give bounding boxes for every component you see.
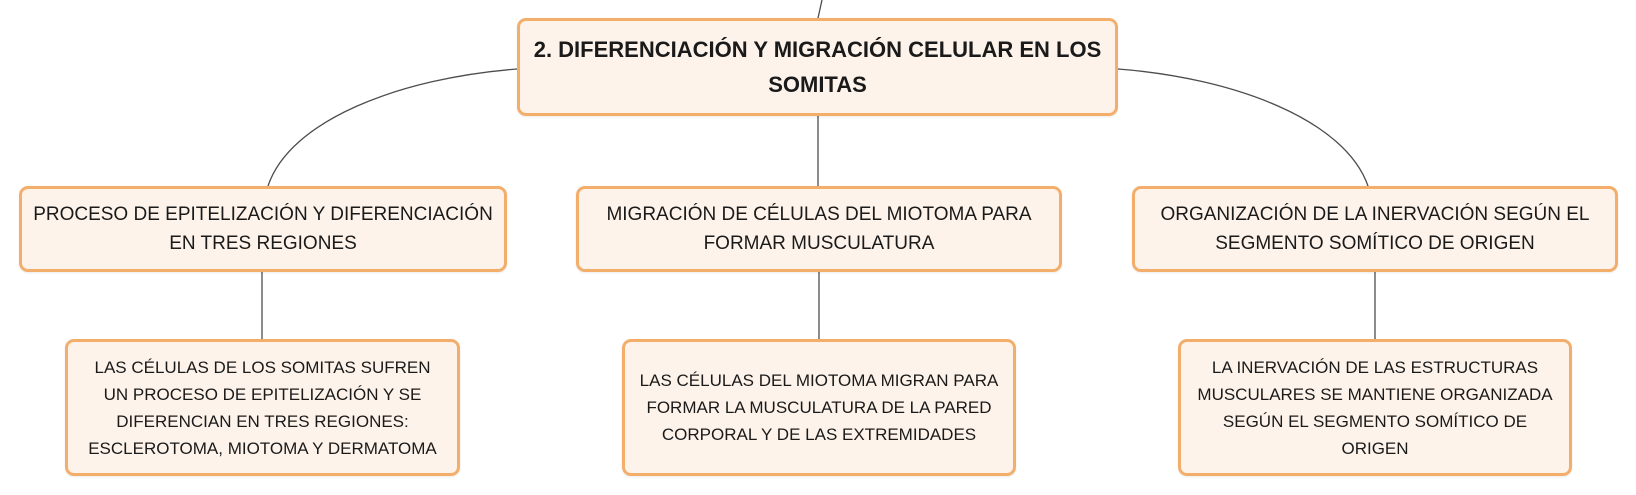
branch-node-migracion[interactable] bbox=[576, 186, 1062, 272]
connector-root-to-branch-3 bbox=[1118, 69, 1368, 186]
connector-parent-to-root bbox=[818, 0, 822, 18]
detail-node-migracion[interactable] bbox=[622, 339, 1016, 476]
detail-text-migracion: LAS CÉLULAS DEL MIOTOMA MIGRAN PARA FORMAR LA MUSCULATURA DE LA PARED CORPORAL Y DE LAS EXTREMIDADES bbox=[639, 371, 999, 444]
detail-text-epitelizacion: LAS CÉLULAS DE LOS SOMITAS SUFREN UN PROCESO DE EPITELIZACIÓN Y SE DIFERENCIAN EN TRES REGIONES: ESCLEROTOMA, MIOTOMA Y DERMATOMA bbox=[88, 357, 437, 458]
branch-node-epitelizacion[interactable] bbox=[19, 186, 507, 272]
branch-label-epitelizacion: PROCESO DE EPITELIZACIÓN Y DIFERENCIACIÓN EN TRES REGIONES bbox=[33, 204, 493, 254]
branch-label-inervacion: ORGANIZACIÓN DE LA INERVACIÓN SEGÚN EL SEGMENTO SOMÍTICO DE ORIGEN bbox=[1160, 204, 1590, 254]
detail-node-inervacion[interactable] bbox=[1178, 339, 1572, 476]
branch-node-inervacion[interactable] bbox=[1132, 186, 1618, 272]
root-topic-node[interactable] bbox=[517, 18, 1118, 116]
branch-label-migracion: MIGRACIÓN DE CÉLULAS DEL MIOTOMA PARA FORMAR MUSCULATURA bbox=[606, 204, 1032, 254]
detail-node-epitelizacion[interactable] bbox=[65, 339, 460, 476]
root-topic-label: 2. DIFERENCIACIÓN Y MIGRACIÓN CELULAR EN LOS SOMITAS bbox=[533, 37, 1102, 97]
detail-text-inervacion: LA INERVACIÓN DE LAS ESTRUCTURAS MUSCULARES SE MANTIENE ORGANIZADA SEGÚN EL SEGMENTO SOMÍTICO DE ORIGEN bbox=[1197, 357, 1553, 458]
connector-root-to-branch-1 bbox=[268, 69, 517, 186]
